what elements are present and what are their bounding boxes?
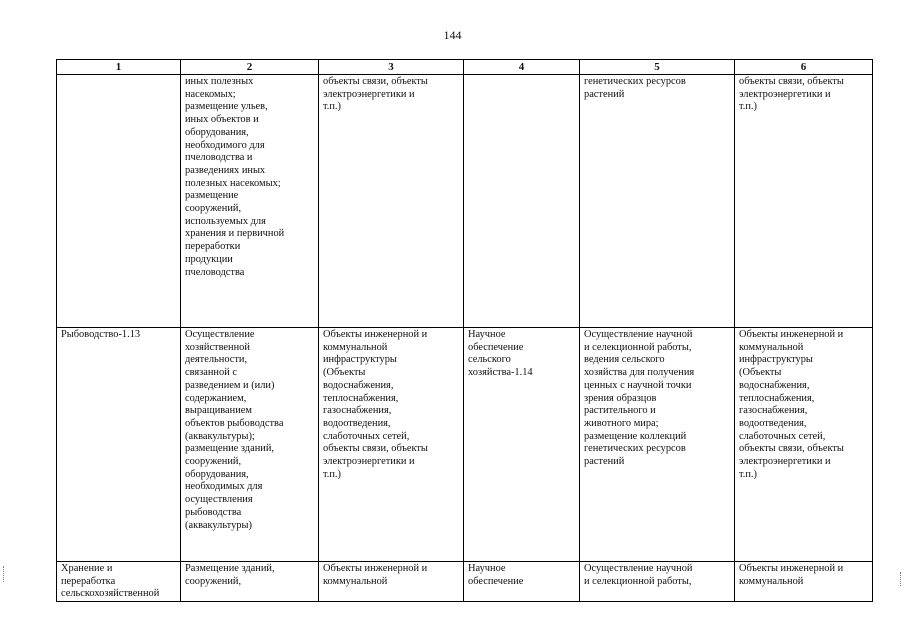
- column-header-4: 4: [464, 60, 580, 75]
- table-cell: Осуществление хозяйственной деятельности, связанной с разведением и (или) содержанием, выращиванием объектов рыбоводства (аквакультуры); размещение зданий, сооружений, оборудования, необходимых для осуществления рыбоводства (аквакультуры): [181, 328, 319, 562]
- header-row: [57, 60, 873, 75]
- page-number: 144: [443, 28, 462, 42]
- column-header-5: 5: [580, 60, 735, 75]
- table-cell: Объекты инженерной и коммунальной инфраструктуры (Объекты водоснабжения, теплоснабжения, газоснабжения, водоотведения, слаботочных сетей, объекты связи, объекты электроэнергетики и т.п.): [319, 328, 464, 562]
- table-cell: Научное обеспечение: [464, 562, 580, 602]
- table-cell: иных полезных насекомых; размещение ульев, иных объектов и оборудования, необходимого для пчеловодства и разведениях иных полезных насекомых; размещение сооружений, используемых для хранения и первичной переработки продукции пчеловодства: [181, 75, 319, 328]
- table-cell: Рыбоводство-1.13: [57, 328, 181, 562]
- table-cell: [464, 75, 580, 328]
- table-row: [57, 75, 873, 328]
- column-header-6: 6: [735, 60, 873, 75]
- column-header-3: 3: [319, 60, 464, 75]
- table-cell: Размещение зданий, сооружений,: [181, 562, 319, 602]
- column-header-1: 1: [57, 60, 181, 75]
- table-cell: Объекты инженерной и коммунальной: [319, 562, 464, 602]
- table-cell: Научное обеспечение сельского хозяйства-1.14: [464, 328, 580, 562]
- table-cell: Хранение и переработка сельскохозяйственной: [57, 562, 181, 602]
- table-cell: объекты связи, объекты электроэнергетики и т.п.): [319, 75, 464, 328]
- table-cell: Объекты инженерной и коммунальной инфраструктуры (Объекты водоснабжения, теплоснабжения, газоснабжения, водоотведения, слаботочных сетей, объекты связи, объекты электроэнергетики и т.п.): [735, 328, 873, 562]
- table-row: [57, 562, 873, 602]
- table-cell: объекты связи, объекты электроэнергетики и т.п.): [735, 75, 873, 328]
- scan-edge-mark-left: [3, 566, 6, 582]
- scan-edge-mark-right: [900, 572, 905, 586]
- table-cell: Объекты инженерной и коммунальной: [735, 562, 873, 602]
- table-cell: Осуществление научной и селекционной работы,: [580, 562, 735, 602]
- land-use-table: [56, 59, 873, 602]
- table-cell: генетических ресурсов растений: [580, 75, 735, 328]
- table-cell: Осуществление научной и селекционной работы, ведения сельского хозяйства для получения ценных с научной точки зрения образцов растительного и животного мира; размещение коллекций генетических ресурсов растений: [580, 328, 735, 562]
- table-cell: [57, 75, 181, 328]
- table-row: [57, 328, 873, 562]
- column-header-2: 2: [181, 60, 319, 75]
